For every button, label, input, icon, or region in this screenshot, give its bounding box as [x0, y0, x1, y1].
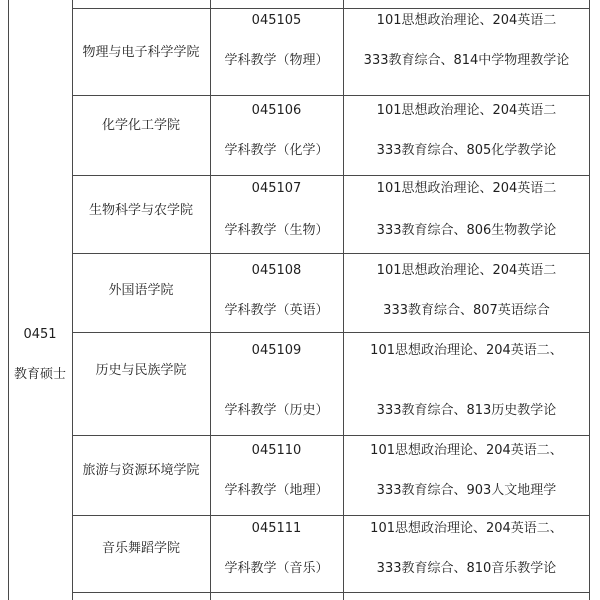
college-name: 历史与民族学院	[95, 363, 187, 378]
table-row	[72, 435, 590, 515]
exam-subjects-line2: 333教育综合、810音乐教学论	[376, 561, 557, 576]
table-row	[72, 8, 590, 95]
college-name: 化学化工学院	[101, 118, 180, 133]
exam-subjects-line2: 333教育综合、814中学物理教学论	[363, 53, 570, 68]
major-name: 学科教学（生物）	[224, 223, 329, 238]
major-code: 045110	[251, 443, 302, 458]
major-code: 045106	[251, 103, 302, 118]
table-row	[72, 332, 590, 435]
college-name: 生物科学与农学院	[88, 203, 193, 218]
college-name: 外国语学院	[108, 283, 174, 298]
college-name: 旅游与资源环境学院	[82, 463, 200, 478]
major-name: 学科教学（历史）	[224, 403, 329, 418]
table-row	[72, 253, 590, 332]
table-border-left	[8, 0, 9, 600]
major-name: 学科教学（英语）	[224, 303, 329, 318]
exam-subjects-line1: 101思想政治理论、204英语二、	[370, 343, 563, 358]
exam-subjects-line2: 333教育综合、805化学教学论	[376, 143, 557, 158]
major-code: 045105	[251, 13, 302, 28]
major-code: 045108	[251, 263, 302, 278]
major-code: 045109	[251, 343, 302, 358]
program-name: 教育硕士	[13, 367, 66, 382]
exam-subjects-line2: 333教育综合、903人文地理学	[376, 483, 557, 498]
major-name: 学科教学（化学）	[224, 143, 329, 158]
exam-subjects-line2: 333教育综合、813历史教学论	[376, 403, 557, 418]
exam-subjects-line1: 101思想政治理论、204英语二	[376, 181, 557, 196]
exam-subjects-line1: 101思想政治理论、204英语二	[376, 13, 557, 28]
major-code: 045111	[251, 521, 302, 536]
major-name: 学科教学（地理）	[224, 483, 329, 498]
exam-subjects-line1: 101思想政治理论、204英语二	[376, 263, 557, 278]
major-name: 学科教学（音乐）	[224, 561, 329, 576]
table-border-row-bottom	[72, 592, 590, 593]
exam-subjects-line1: 101思想政治理论、204英语二、	[370, 443, 563, 458]
table-row	[72, 175, 590, 253]
exam-subjects-line1: 101思想政治理论、204英语二	[376, 103, 557, 118]
major-code: 045107	[251, 181, 302, 196]
program-code: 0451	[23, 327, 57, 342]
major-name: 学科教学（物理）	[224, 53, 329, 68]
exam-subjects-line2: 333教育综合、807英语综合	[383, 303, 550, 318]
exam-subjects-line1: 101思想政治理论、204英语二、	[370, 521, 563, 536]
college-name: 音乐舞蹈学院	[101, 541, 180, 556]
table-row	[72, 515, 590, 592]
exam-subjects-line2: 333教育综合、806生物教学论	[376, 223, 557, 238]
table-row	[72, 95, 590, 175]
college-name: 物理与电子科学学院	[82, 45, 200, 60]
